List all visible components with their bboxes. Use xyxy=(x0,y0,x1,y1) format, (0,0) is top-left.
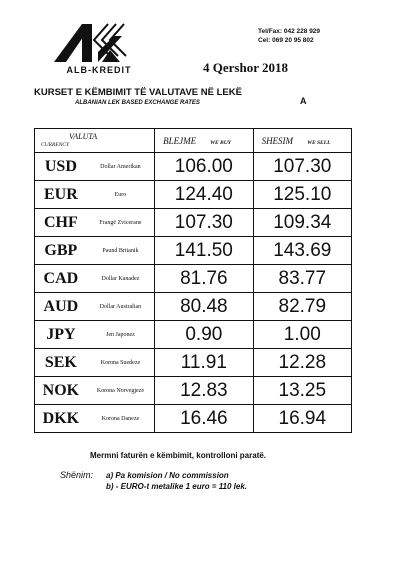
header-buy xyxy=(155,129,253,153)
table-header-row xyxy=(35,129,352,153)
document-date: 4 Qershor 2018 xyxy=(203,60,288,75)
currency-name: Euro xyxy=(87,181,155,209)
sell-rate: 13.25 xyxy=(253,377,351,405)
currency-name: Jen Japonez xyxy=(87,321,155,349)
table-row xyxy=(35,405,352,433)
table-row xyxy=(35,321,352,349)
currency-name: Korona Suedeze xyxy=(87,349,155,377)
table-row xyxy=(35,209,352,237)
currency-code: CAD xyxy=(35,265,87,293)
currency-name: Frangë Zvicerane xyxy=(87,209,155,237)
currency-code: CHF xyxy=(35,209,87,237)
alb-kredit-logo xyxy=(44,22,154,78)
notes-label: Shënim: xyxy=(60,470,94,480)
tel-fax: Tel/Fax: 042 228 929 xyxy=(258,28,321,35)
header-sell xyxy=(253,129,351,153)
buy-rate: 16.46 xyxy=(155,405,253,433)
document-subtitle: ALBANIAN LEK BASED EXCHANGE RATES xyxy=(75,100,200,106)
buy-rate: 107.30 xyxy=(155,209,253,237)
header-buy-en-label: WE BUY xyxy=(210,139,232,146)
currency-code: USD xyxy=(35,153,87,181)
sheet-marker: A xyxy=(300,96,307,106)
sell-rate: 125.10 xyxy=(253,181,351,209)
buy-rate: 106.00 xyxy=(155,153,253,181)
notes-block xyxy=(60,470,247,492)
sell-rate: 82.79 xyxy=(253,293,351,321)
exchange-rate-table xyxy=(34,128,352,433)
brand-name: ALB-KREDIT xyxy=(66,65,132,75)
sell-rate: 143.69 xyxy=(253,237,351,265)
currency-code: JPY xyxy=(35,321,87,349)
currency-name: Korona Norvegjeze xyxy=(87,377,155,405)
exchange-note: Mermni faturën e këmbimit, kontrolloni paratë. xyxy=(90,451,267,460)
currency-name: Dollar Australian xyxy=(87,293,155,321)
currency-code: AUD xyxy=(35,293,87,321)
currency-code: NOK xyxy=(35,377,87,405)
table-row xyxy=(35,237,352,265)
buy-rate: 124.40 xyxy=(155,181,253,209)
buy-rate: 141.50 xyxy=(155,237,253,265)
currency-name: Dollar Kanadez xyxy=(87,265,155,293)
note-item-a: a) Pa komision / No commission xyxy=(106,471,229,480)
sell-rate: 109.34 xyxy=(253,209,351,237)
buy-rate: 12.83 xyxy=(155,377,253,405)
header-valuta xyxy=(35,129,155,153)
sell-rate: 83.77 xyxy=(253,265,351,293)
sell-rate: 16.94 xyxy=(253,405,351,433)
note-item-b: b) - EURO-t metalike 1 euro = 110 lek. xyxy=(106,482,248,491)
currency-code: GBP xyxy=(35,237,87,265)
sell-rate: 12.28 xyxy=(253,349,351,377)
buy-rate: 81.76 xyxy=(155,265,253,293)
header-buy-label: BLEJME xyxy=(163,135,197,146)
currency-code: DKK xyxy=(35,405,87,433)
header-sell-en-label: WE SELL xyxy=(307,139,331,146)
sell-rate: 1.00 xyxy=(253,321,351,349)
table-row xyxy=(35,153,352,181)
logo-mark-icon xyxy=(52,22,144,64)
table-row xyxy=(35,265,352,293)
buy-rate: 80.48 xyxy=(155,293,253,321)
table-row xyxy=(35,349,352,377)
table-row xyxy=(35,181,352,209)
buy-rate: 11.91 xyxy=(155,349,253,377)
contact-info xyxy=(258,27,320,45)
currency-name: Korona Daneze xyxy=(87,405,155,433)
table-row xyxy=(35,377,352,405)
currency-code: SEK xyxy=(35,349,87,377)
currency-code: EUR xyxy=(35,181,87,209)
table-row xyxy=(35,293,352,321)
currency-name: Dollar Amerikan xyxy=(87,153,155,181)
document-title: KURSET E KËMBIMIT TË VALUTAVE NË LEKË xyxy=(34,87,242,98)
buy-rate: 0.90 xyxy=(155,321,253,349)
sell-rate: 107.30 xyxy=(253,153,351,181)
cel-number: Cel: 069 20 95 802 xyxy=(258,37,314,44)
currency-name: Paund Britanik xyxy=(87,237,155,265)
header-valuta-label: VALUTA xyxy=(69,131,98,141)
header-sell-label: SHESIM xyxy=(261,135,294,146)
header-currency-label: CURRENCY xyxy=(41,141,70,148)
